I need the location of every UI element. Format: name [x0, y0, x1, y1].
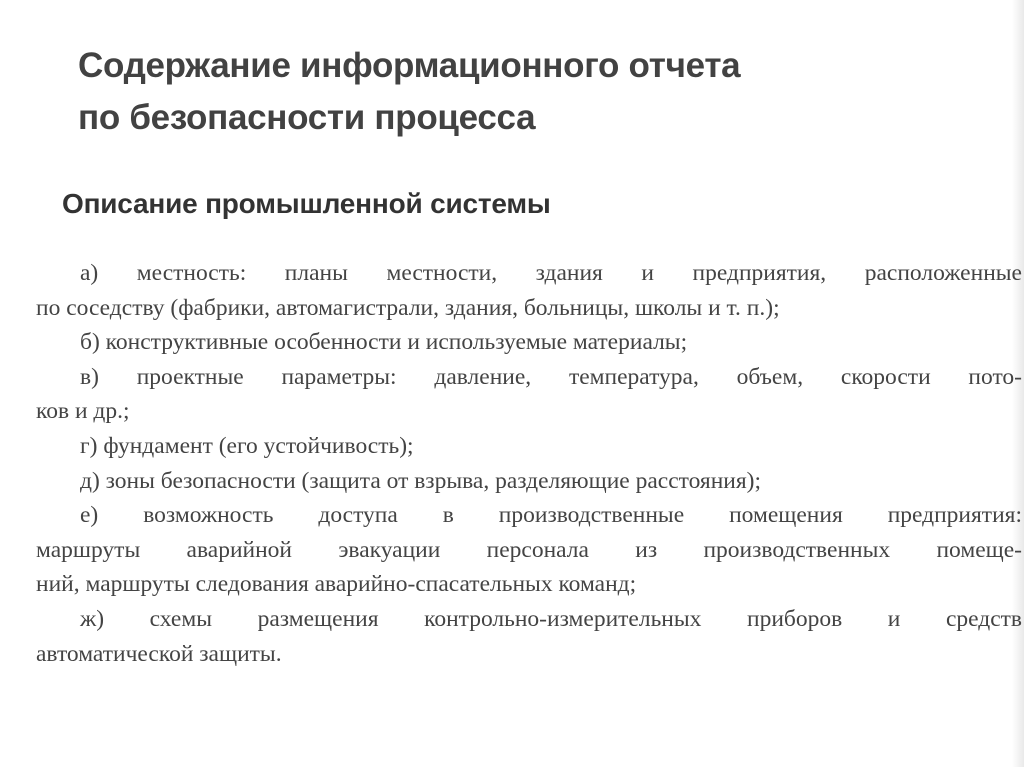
item-v-line-2: ков и др.;	[36, 398, 130, 425]
item-v-line-1: в) проектные параметры: давление, температура, объем, скорости пото-	[80, 363, 1022, 390]
list-item-d	[36, 464, 1022, 499]
item-e-line-3: ний, маршруты следования аварийно-спасательных команд;	[36, 571, 637, 598]
list-item-zh	[36, 602, 1022, 671]
list-item-v	[36, 360, 1022, 429]
list-item-g	[36, 429, 1022, 464]
title-line-1: Содержание информационного отчета	[78, 46, 741, 85]
list-item-b	[36, 325, 1022, 360]
section-heading: Описание промышленной системы	[62, 188, 551, 219]
slide-title	[78, 40, 740, 144]
item-g-line-1: г) фундамент (его устойчивость);	[80, 432, 414, 459]
item-a-line-2: по соседству (фабрики, автомагистрали, здания, больницы, школы и т. п.);	[36, 294, 780, 321]
item-e-line-1: е) возможность доступа в производственные помещения предприятия:	[80, 502, 1022, 529]
item-zh-line-1: ж) схемы размещения контрольно-измерительных приборов и средств	[80, 605, 1022, 632]
item-b-line-1: б) конструктивные особенности и используемые материалы;	[80, 329, 688, 356]
item-zh-line-2: автоматической защиты.	[36, 640, 282, 667]
title-line-2: по безопасности процесса	[78, 98, 536, 137]
item-d-line-1: д) зоны безопасности (защита от взрыва, разделяющие расстояния);	[80, 467, 762, 494]
list-item-a	[36, 256, 1022, 325]
item-e-line-2: маршруты аварийной эвакуации персонала из производственных помеще-	[36, 536, 1022, 563]
list-item-e	[36, 498, 1022, 602]
item-a-line-1: а) местность: планы местности, здания и предприятия, расположенные	[80, 260, 1022, 286]
item-list	[36, 256, 1022, 671]
